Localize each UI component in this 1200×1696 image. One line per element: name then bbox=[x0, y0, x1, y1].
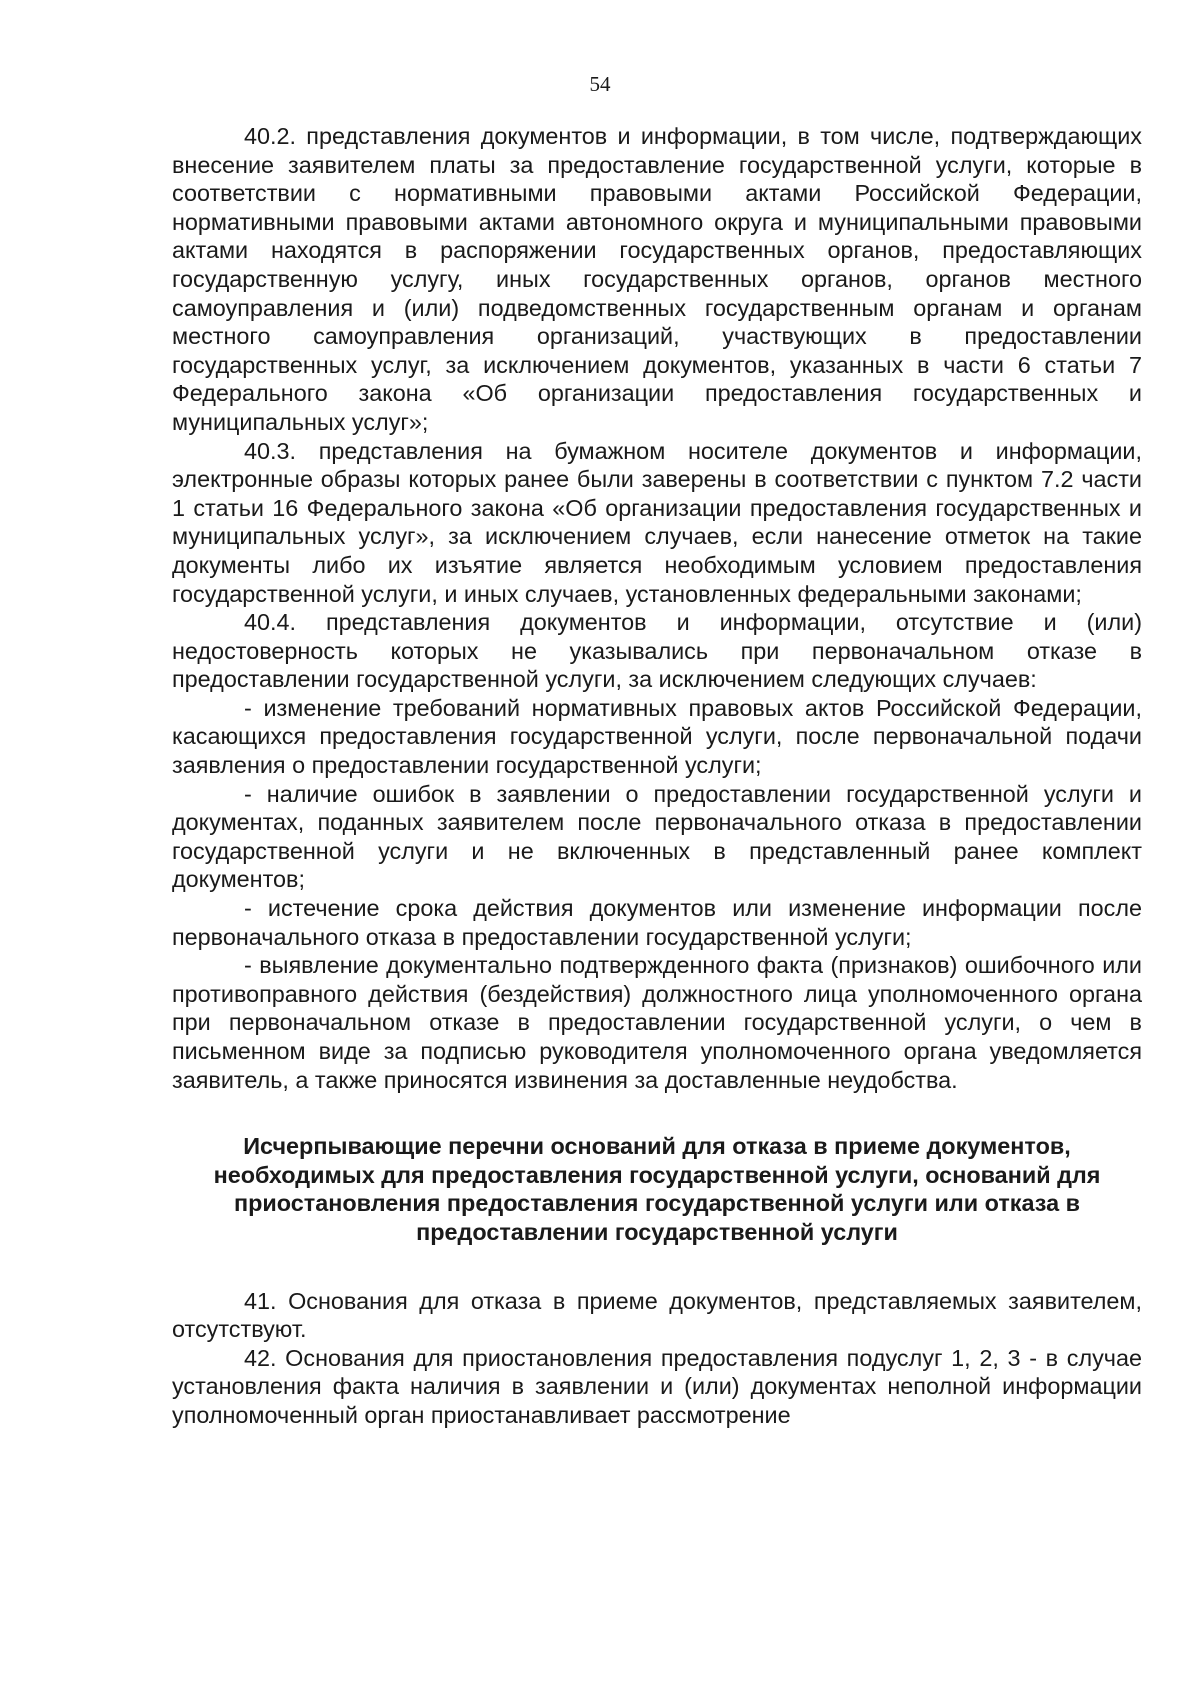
page-number: 54 bbox=[589, 72, 611, 96]
document-body bbox=[172, 122, 1142, 1430]
list-item-requirements-change: - изменение требований нормативных правовых актов Российской Федерации, касающихся предоставления государственной услуги, после первоначальной подачи заявления о предоставлении государственной услуги; bbox=[172, 694, 1142, 779]
list-item-documents-expiry: - истечение срока действия документов или изменение информации после первоначального отказа в предоставлении государственной услуги; bbox=[172, 895, 1142, 950]
list-item-errors-in-application: - наличие ошибок в заявлении о предоставлении государственной услуги и документах, поданных заявителем после первоначального отказа в предоставлении государственной услуги и не включенных в представленный ранее комплект документов; bbox=[172, 780, 1142, 893]
paragraph-40-4: 40.4. представления документов и информации, отсутствие и (или) недостоверность которых не указывались при первоначальном отказе в предоставлении государственной услуги, за исключением следующих случаев: bbox=[172, 609, 1142, 693]
paragraph-40-2: 40.2. представления документов и информации, в том числе, подтверждающих внесение заявителем платы за предоставление государственной услуги, которые в соответствии с нормативными правовыми актами Российской Федерации, нормативными правовыми актами автономного округа и муниципальными правовыми актами находятся в распоряжении государственных органов, предоставляющих государственную услугу, иных государственных органов, органов местного самоуправления и (или) подведомственных государственным органам и органам местного самоуправления организаций, участвующих в предоставлении государственных услуг, за исключением документов, указанных в части 6 статьи 7 Федерального закона «Об организации предоставления государственных и муниципальных услуг»; bbox=[172, 123, 1142, 435]
list-item-official-misconduct: - выявление документально подтвержденного факта (признаков) ошибочного или противоправного действия (бездействия) должностного лица уполномоченного органа при первоначальном отказе в предоставлении государственной услуги, о чем в письменном виде за подписью руководителя уполномоченного органа уведомляется заявитель, а также приносятся извинения за доставленные неудобства. bbox=[172, 952, 1142, 1093]
paragraph-42: 42. Основания для приостановления предоставления подуслуг 1, 2, 3 - в случае установления факта наличия в заявлении и (или) документах неполной информации уполномоченный орган приостанавливает рассмотрение bbox=[172, 1344, 1142, 1428]
paragraph-40-3: 40.3. представления на бумажном носителе документов и информации, электронные образы которых ранее были заверены в соответствии с пунктом 7.2 части 1 статьи 16 Федерального закона «Об организации предоставления государственных и муниципальных услуг», за исключением случаев, если нанесение отметок на такие документы либо их изъятие является необходимым условием предоставления государственной услуги, и иных случаев, установленных федеральными законами; bbox=[172, 437, 1142, 607]
paragraph-41: 41. Основания для отказа в приеме документов, представляемых заявителем, отсутствуют. bbox=[172, 1287, 1142, 1343]
section-heading: Исчерпывающие перечни оснований для отказа в приеме документов, необходимых для предоставления государственной услуги, оснований для приостановления предоставления государственной услуги или отказа в предоставлении государственной услуги bbox=[213, 1133, 1101, 1245]
